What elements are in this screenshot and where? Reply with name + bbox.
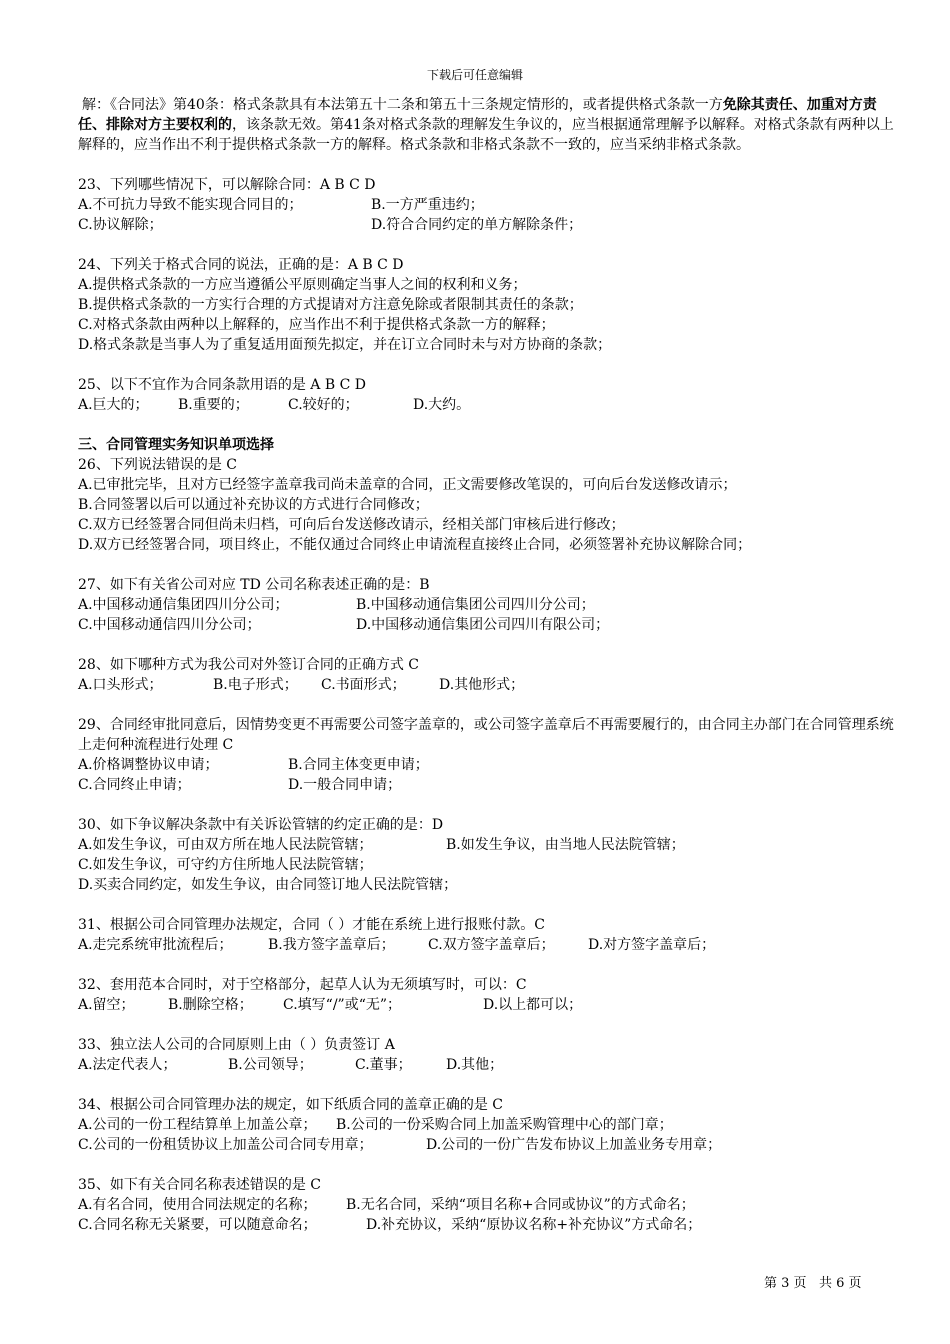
option-b: B.无名合同，采纳“项目名称+合同或协议”的方式命名；	[346, 1197, 695, 1213]
options-row	[78, 1115, 904, 1135]
option-c: C.协议解除；	[78, 217, 163, 233]
question-23	[78, 175, 904, 235]
options-row	[78, 195, 904, 215]
options-row	[78, 215, 904, 235]
question-text: 28、如下哪种方式为我公司对外签订合同的正确方式 C	[78, 657, 419, 673]
option-b: B.电子形式；	[213, 677, 298, 693]
question-35	[78, 1175, 904, 1235]
options-row	[78, 775, 904, 795]
options-row	[78, 395, 904, 415]
option-c: C.合同名称无关紧要，可以随意命名；	[78, 1217, 317, 1233]
option-b: B.中国移动通信集团公司四川分公司；	[356, 597, 595, 613]
option-a: A.中国移动通信集团四川分公司；	[78, 597, 289, 613]
page-total: 共 6 页	[818, 1276, 862, 1291]
option-d: D.补充协议，采纳“原协议名称+补充协议”方式命名；	[366, 1217, 702, 1233]
option-d: D.格式条款是当事人为了重复适用面预先拟定，并在订立合同时未与对方协商的条款；	[78, 337, 612, 353]
option-c: C.较好的；	[288, 397, 359, 413]
question-text: 35、如下有关合同名称表述错误的是 C	[78, 1177, 321, 1193]
option-b: B.一方严重违约；	[371, 197, 484, 213]
option-d: D.其他；	[446, 1057, 504, 1073]
question-26	[78, 455, 904, 555]
option-d: D.双方已经签署合同，项目终止，不能仅通过合同终止申请流程直接终止合同，必须签署补充协议解除合同；	[78, 537, 752, 553]
options-row	[78, 755, 904, 775]
options-row	[78, 1215, 904, 1235]
question-27	[78, 575, 904, 635]
option-c: C.董事；	[355, 1057, 412, 1073]
option-a: A.提供格式条款的一方应当遵循公平原则确定当事人之间的权利和义务；	[78, 277, 527, 293]
option-b: B.公司的一份采购合同上加盖采购管理中心的部门章；	[336, 1117, 673, 1133]
option-b: B.公司领导；	[228, 1057, 313, 1073]
option-c: C.填写“/”或“无”；	[283, 997, 402, 1013]
explanation-text-start: 解：《合同法》第40条：格式条款具有本法第五十二条和第五十三条规定情形的，或者提供格式条款一方	[82, 97, 723, 113]
option-d: D.符合合同约定的单方解除条件；	[371, 217, 583, 233]
option-c: C.对格式条款由两种以上解释的，应当作出不利于提供格式条款一方的解释；	[78, 317, 555, 333]
option-d: D.以上都可以；	[483, 997, 583, 1013]
question-30	[78, 815, 904, 895]
question-text: 30、如下争议解决条款中有关诉讼管辖的约定正确的是：D	[78, 817, 444, 833]
option-d: D.买卖合同约定，如发生争议，由合同签订地人民法院管辖；	[78, 877, 458, 893]
question-text-content: 29、合同经审批同意后，因情势变更不再需要公司签字盖章的，或公司签字盖章后不再需要履行的，由合同主办部门在合同管理系统上走何种流程进行处理 C	[78, 717, 894, 753]
options-row	[78, 995, 904, 1015]
option-d: D.其他形式；	[439, 677, 525, 693]
explanation-bold-text: 免除其责任、加重对方责任、排除对方主要权利的	[78, 97, 877, 133]
question-text	[78, 715, 904, 755]
option-c: C.双方签字盖章后；	[428, 937, 555, 953]
options-row	[78, 935, 904, 955]
options-row	[78, 835, 904, 855]
option-b: B.如发生争议，由当地人民法院管辖；	[446, 837, 685, 853]
question-34	[78, 1095, 904, 1155]
options-row	[78, 1135, 904, 1155]
question-text: 34、根据公司合同管理办法的规定，如下纸质合同的盖章正确的是 C	[78, 1097, 503, 1113]
option-c: C.双方已经签署合同但尚未归档，可向后台发送修改请示，经相关部门审核后进行修改；	[78, 517, 625, 533]
question-25	[78, 375, 904, 415]
page-footer	[764, 1276, 862, 1292]
option-a: A.有名合同，使用合同法规定的名称；	[78, 1197, 317, 1213]
options-row	[78, 615, 904, 635]
option-d: D.大约。	[413, 397, 471, 413]
option-c: C.公司的一份租赁协议上加盖公司合同专用章；	[78, 1137, 373, 1153]
option-c: C.中国移动通信四川分公司；	[78, 617, 261, 633]
option-a: A.走完系统审批流程后；	[78, 937, 233, 953]
document-body	[78, 95, 904, 1235]
option-c: C.书面形式；	[321, 677, 406, 693]
option-b: B.合同签署以后可以通过补充协议的方式进行合同修改；	[78, 497, 429, 513]
option-a: A.价格调整协议申请；	[78, 757, 219, 773]
question-32	[78, 975, 904, 1015]
options-row	[78, 1055, 904, 1075]
page-number: 第 3 页	[764, 1276, 807, 1291]
option-b: B.提供格式条款的一方实行合理的方式提请对方注意免除或者限制其责任的条款；	[78, 297, 583, 313]
question-text: 23、下列哪些情况下，可以解除合同：A B C D	[78, 177, 376, 193]
option-b: B.重要的；	[178, 397, 249, 413]
option-a: A.口头形式；	[78, 677, 163, 693]
option-c: C.合同终止申请；	[78, 777, 191, 793]
question-29	[78, 715, 904, 795]
question-text: 26、下列说法错误的是 C	[78, 457, 237, 473]
option-d: D.中国移动通信集团公司四川有限公司；	[356, 617, 610, 633]
options-row	[78, 595, 904, 615]
option-c: C.如发生争议，可守约方住所地人民法院管辖；	[78, 857, 373, 873]
option-d: D.公司的一份广告发布协议上加盖业务专用章；	[426, 1137, 722, 1153]
question-33	[78, 1035, 904, 1075]
page-header: 下载后可任意编辑	[426, 68, 523, 82]
option-a: A.公司的一份工程结算单上加盖公章；	[78, 1117, 317, 1133]
option-a: A.留空；	[78, 997, 135, 1013]
question-text: 27、如下有关省公司对应 TD 公司名称表述正确的是：B	[78, 577, 430, 593]
option-d: D.对方签字盖章后；	[588, 937, 716, 953]
question-text: 31、根据公司合同管理办法规定，合同（ ）才能在系统上进行报账付款。C	[78, 917, 545, 933]
explanation-paragraph	[78, 95, 904, 155]
question-text: 33、独立法人公司的合同原则上由（ ）负责签订 A	[78, 1037, 395, 1053]
option-d: D.一般合同申请；	[288, 777, 402, 793]
question-28	[78, 655, 904, 695]
option-a: A.如发生争议，可由双方所在地人民法院管辖；	[78, 837, 373, 853]
options-row	[78, 1195, 904, 1215]
question-text: 32、套用范本合同时，对于空格部分，起草人认为无须填写时，可以：C	[78, 977, 527, 993]
option-a: A.不可抗力导致不能实现合同目的；	[78, 197, 303, 213]
question-text: 25、以下不宜作为合同条款用语的是 A B C D	[78, 377, 366, 393]
option-b: B.合同主体变更申请；	[288, 757, 429, 773]
section-title: 三、合同管理实务知识单项选择	[78, 437, 274, 453]
options-row	[78, 675, 904, 695]
question-24	[78, 255, 904, 355]
option-a: A.已审批完毕，且对方已经签字盖章我司尚未盖章的合同，正文需要修改笔误的，可向后台发送修改请示；	[78, 477, 737, 493]
option-a: A.巨大的；	[78, 397, 149, 413]
explanation-text-end: ，该条款无效。第41条对格式条款的理解发生争议的，应当根据通常理解予以解释。对格式条款有两种以上解释的，应当作出不利于提供格式条款一方的解释。格式条款和非格式条款不一致的，应当采纳非格式条款。	[78, 117, 894, 153]
option-b: B.我方签字盖章后；	[268, 937, 395, 953]
question-31	[78, 915, 904, 955]
option-a: A.法定代表人；	[78, 1057, 177, 1073]
option-b: B.删除空格；	[168, 997, 253, 1013]
question-text: 24、下列关于格式合同的说法，正确的是：A B C D	[78, 257, 404, 273]
